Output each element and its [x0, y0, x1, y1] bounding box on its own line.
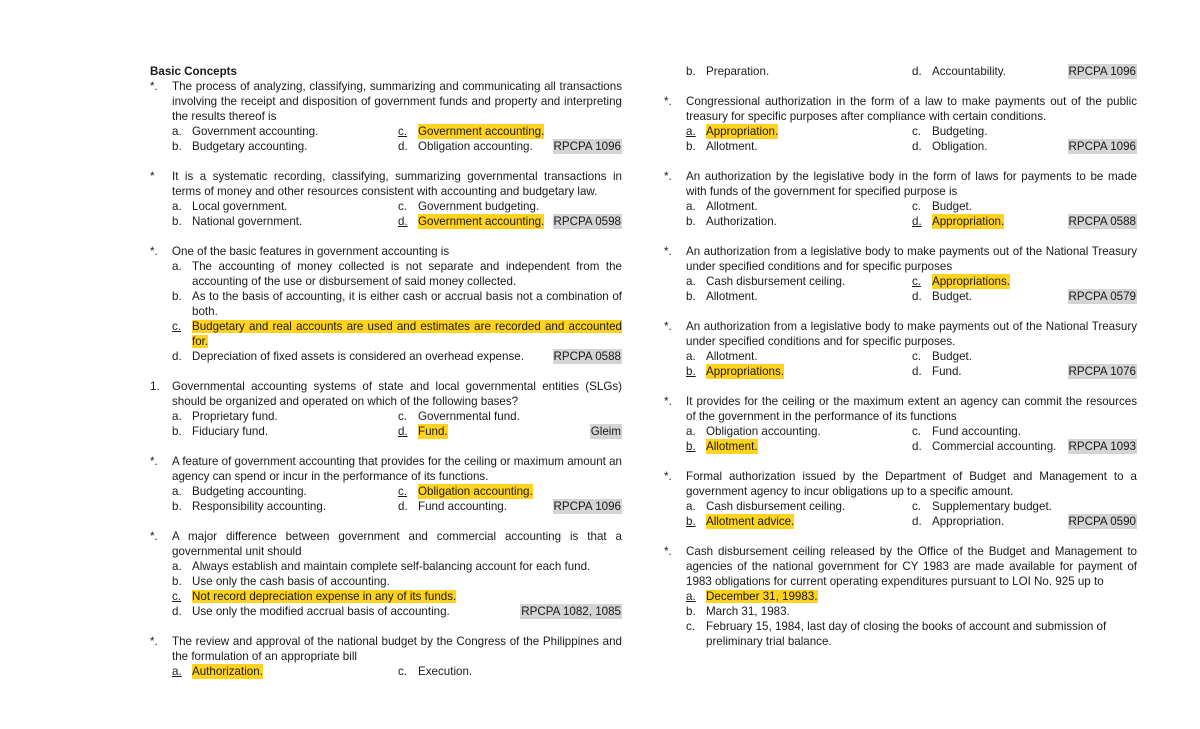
- option-row: [172, 424, 622, 439]
- option-d-answer: d. Government accounting.: [398, 215, 545, 228]
- option-b: b. As to the basis of accounting, it is either cash or accrual basis not a combination of both.: [172, 290, 622, 318]
- question-stem: An authorization by the legislative body in the form of laws for payments to be made with funds of the government for specified purpose is: [686, 170, 1137, 198]
- question-stem: A major difference between government and commercial accounting is that a governmental unit should: [172, 530, 622, 558]
- option-a: a. Cash disbursement ceiling.: [686, 275, 846, 288]
- source-tag: Gleim: [590, 425, 621, 438]
- question-marker: *.: [664, 470, 672, 483]
- option-row: [686, 424, 1137, 439]
- question-stem: An authorization from a legislative body to make payments out of the National Treasury under specified conditions and for specific purposes.: [686, 320, 1137, 348]
- question-4: [150, 379, 622, 439]
- option-b: b. Fiduciary fund.: [172, 425, 269, 438]
- option-d: d. Obligation accounting.: [398, 140, 533, 153]
- option-a: a. Government accounting.: [172, 125, 319, 138]
- option-d: d. Accountability.: [912, 65, 1006, 78]
- option-c-answer: c. Appropriations.: [912, 275, 1010, 288]
- option-b: b. March 31, 1983.: [686, 605, 790, 618]
- option-b: b. Budgetary accounting.: [172, 140, 308, 153]
- option-d-answer: d. Fund.: [398, 425, 448, 438]
- option-c: c. Execution.: [398, 665, 473, 678]
- question-marker: *.: [150, 530, 158, 543]
- option-d: d. Commercial accounting.: [912, 440, 1057, 453]
- option-b-answer: b. Allotment advice.: [686, 515, 795, 528]
- source-tag: RPCPA 0590: [1068, 515, 1136, 528]
- question-marker: *.: [664, 395, 672, 408]
- question-12: [664, 394, 1137, 454]
- option-a: a. Allotment.: [686, 350, 758, 363]
- option-row: [686, 64, 1137, 79]
- option-c: c. Budget.: [912, 200, 972, 213]
- option-row: [686, 289, 1137, 304]
- option-row: [172, 409, 622, 424]
- question-marker: *.: [664, 95, 672, 108]
- option-a: a. Budgeting accounting.: [172, 485, 307, 498]
- question-1: [150, 79, 622, 154]
- question-stem: It is a systematic recording, classifying, summarizing governmental transactions in terms of money and other resources consistent with accounting and budgetary law.: [172, 170, 622, 198]
- option-row: [686, 139, 1137, 154]
- source-tag: RPCPA 1096: [553, 140, 621, 153]
- source-tag: RPCPA 1076: [1068, 365, 1136, 378]
- option-row: [172, 139, 622, 154]
- option-row: [172, 199, 622, 214]
- question-marker: *.: [150, 80, 158, 93]
- option-row: [686, 349, 1137, 364]
- option-row: [686, 439, 1137, 454]
- option-b: b. Use only the cash basis of accounting.: [172, 575, 390, 588]
- option-row: [686, 499, 1137, 514]
- source-tag: RPCPA 1096: [1068, 65, 1136, 78]
- question-marker: 1.: [150, 380, 160, 393]
- option-c: c. Governmental fund.: [398, 410, 520, 423]
- left-column: [150, 64, 622, 679]
- option-d: d. Obligation.: [912, 140, 988, 153]
- option-a: a. Obligation accounting.: [686, 425, 821, 438]
- option-a: a. Proprietary fund.: [172, 410, 278, 423]
- source-tag: RPCPA 1093: [1068, 440, 1136, 453]
- option-b-answer: b. Allotment.: [686, 440, 758, 453]
- option-a: a. The accounting of money collected is not separate and independent from the accounting of the use or disbursement of said money collected.: [172, 260, 622, 288]
- question-7-continued: [664, 64, 1137, 79]
- option-d-answer: d. Appropriation.: [912, 215, 1005, 228]
- question-stem: Governmental accounting systems of state and local governmental entities (SLGs) should be organized and operated on which of the following bases?: [172, 380, 622, 408]
- source-tag: RPCPA 0588: [553, 350, 621, 363]
- option-c-answer: c. Government accounting.: [398, 125, 545, 138]
- option-row: [172, 484, 622, 499]
- question-11: [664, 319, 1137, 379]
- source-tag: RPCPA 1096: [1068, 140, 1136, 153]
- option-c-answer: c. Budgetary and real accounts are used and estimates are recorded and accounted for.: [172, 320, 622, 348]
- question-8: [664, 94, 1137, 154]
- option-d: d. Fund.: [912, 365, 962, 378]
- option-d: d. Appropriation.: [912, 515, 1005, 528]
- option-c: c. February 15, 1984, last day of closing the books of account and submission of preliminary trial balance.: [686, 620, 1107, 648]
- question-stem: An authorization from a legislative body to make payments out of the National Treasury under specified conditions and for specific purposes: [686, 245, 1137, 273]
- question-13: [664, 469, 1137, 529]
- option-b: b. Responsibility accounting.: [172, 500, 327, 513]
- source-tag: RPCPA 1082, 1085: [521, 605, 621, 618]
- option-row: [686, 214, 1137, 229]
- option-b: b. Authorization.: [686, 215, 777, 228]
- question-3: [150, 244, 622, 364]
- option-b: b. Preparation.: [686, 65, 770, 78]
- option-row: [172, 664, 622, 679]
- option-c-answer: c. Not record depreciation expense in any of its funds.: [172, 590, 457, 603]
- question-marker: *.: [664, 545, 672, 558]
- question-7: [150, 634, 622, 679]
- option-row: [172, 499, 622, 514]
- question-marker: *.: [150, 455, 158, 468]
- question-2: [150, 169, 622, 229]
- question-stem: It provides for the ceiling or the maximum extent an agency can commit the resources of the government in the performance of its functions: [686, 395, 1137, 423]
- option-row: [172, 124, 622, 139]
- option-a: a. Allotment.: [686, 200, 758, 213]
- option-b: b. National government.: [172, 215, 303, 228]
- question-5: [150, 454, 622, 514]
- question-stem: Cash disbursement ceiling released by the Office of the Budget and Management to agencies of the national government for CY 1983 are made available for payment of 1983 obligations for current operating expenditures pursuant to LOI No. 925 up to: [686, 545, 1137, 588]
- option-row: [686, 514, 1137, 529]
- option-row: [686, 124, 1137, 139]
- option-d: d. Fund accounting.: [398, 500, 507, 513]
- section-heading: Basic Concepts: [150, 65, 237, 78]
- option-c: c. Budgeting.: [912, 125, 988, 138]
- option-row: [172, 214, 622, 229]
- option-c: c. Supplementary budget.: [912, 500, 1052, 513]
- option-d: d. Budget.: [912, 290, 972, 303]
- option-a-answer: a. Authorization.: [172, 665, 263, 678]
- question-stem: A feature of government accounting that provides for the ceiling or maximum amount an agency can spend or incur in the performance of its functions.: [172, 455, 622, 483]
- option-a-answer: a. Appropriation.: [686, 125, 779, 138]
- question-stem: Congressional authorization in the form of a law to make payments out of the public treasury for specific purposes after compliance with certain conditions.: [686, 95, 1137, 123]
- question-marker: *.: [150, 245, 158, 258]
- question-marker: *.: [664, 170, 672, 183]
- question-stem: The process of analyzing, classifying, summarizing and communicating all transactions involving the receipt and disposition of government funds and property and interpreting the results thereof is: [172, 80, 622, 123]
- option-a: a. Cash disbursement ceiling.: [686, 500, 846, 513]
- right-column: [664, 64, 1137, 649]
- question-10: [664, 244, 1137, 304]
- option-b-answer: b. Appropriations.: [686, 365, 784, 378]
- source-tag: RPCPA 0588: [1068, 215, 1136, 228]
- option-a-answer: a. December 31, 19983.: [686, 590, 818, 603]
- source-tag: RPCPA 0598: [553, 215, 621, 228]
- question-marker: *.: [150, 635, 158, 648]
- source-tag: RPCPA 1096: [553, 500, 621, 513]
- question-stem: Formal authorization issued by the Department of Budget and Management to a government agency to incur obligations up to a specific amount.: [686, 470, 1137, 498]
- question-marker: *.: [664, 245, 672, 258]
- question-stem: One of the basic features in government accounting is: [172, 245, 450, 258]
- option-b: b. Allotment.: [686, 140, 758, 153]
- option-d: d. Depreciation of fixed assets is considered an overhead expense.: [172, 350, 524, 363]
- option-row: [686, 274, 1137, 289]
- option-row: [686, 199, 1137, 214]
- option-d: d. Use only the modified accrual basis of accounting.: [172, 605, 450, 618]
- option-b: b. Allotment.: [686, 290, 758, 303]
- question-9: [664, 169, 1137, 229]
- source-tag: RPCPA 0579: [1068, 290, 1136, 303]
- option-c: c. Government budgeting.: [398, 200, 540, 213]
- option-row: [686, 364, 1137, 379]
- question-stem: The review and approval of the national budget by the Congress of the Philippines and the formulation of an appropriate bill: [172, 635, 622, 663]
- option-a: a. Local government.: [172, 200, 288, 213]
- option-c: c. Budget.: [912, 350, 972, 363]
- question-marker: *.: [664, 320, 672, 333]
- option-a: a. Always establish and maintain complete self-balancing account for each fund.: [172, 560, 591, 573]
- option-c: c. Fund accounting.: [912, 425, 1021, 438]
- option-c-answer: c. Obligation accounting.: [398, 485, 533, 498]
- question-marker: *: [150, 170, 155, 183]
- option-row: [172, 604, 622, 619]
- question-6: [150, 529, 622, 619]
- option-row: [172, 349, 622, 364]
- question-14: [664, 544, 1137, 649]
